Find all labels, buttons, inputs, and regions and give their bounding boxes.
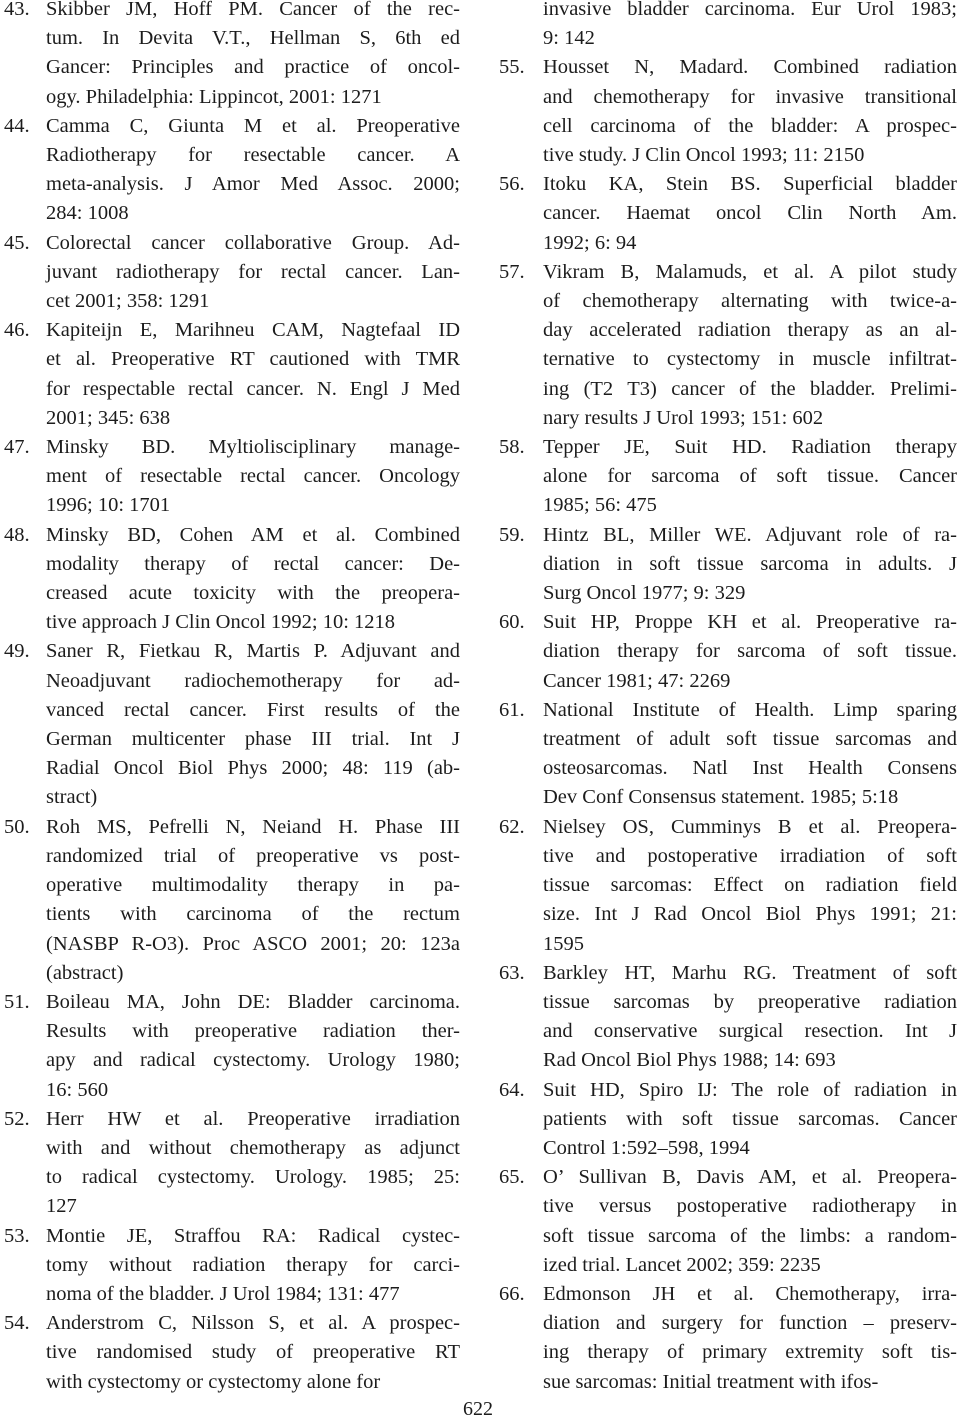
reference-text-line: et al. Preoperative RT cautioned with TMR (46, 348, 460, 371)
reference-text-line: Skibber JM, Hoff PM. Cancer of the rec- (46, 0, 460, 20)
reference-text-line: modality therapy of rectal cancer: De- (46, 552, 460, 575)
reference-text-line: Herr HW et al. Preoperative irradiation (46, 1107, 460, 1130)
reference-text (46, 1222, 460, 1310)
reference-text-line: nary results J Urol 1993; 151: 602 (543, 406, 824, 429)
reference-text-line: Hintz BL, Miller WE. Adjuvant role of ra- (543, 523, 957, 546)
reference-text (543, 170, 957, 258)
reference-text-line: Montie JE, Straffou RA: Radical cystec- (46, 1224, 460, 1247)
right-reference-column (499, 0, 957, 1397)
reference-text-line: juvant radiotherapy for rectal cancer. Lan- (46, 260, 460, 283)
reference-text (46, 229, 460, 317)
reference-text-line: diation and surgery for function – preserv- (543, 1312, 957, 1335)
reference-item (499, 813, 957, 959)
reference-text-line: ment of resectable rectal cancer. Oncology (46, 465, 460, 488)
reference-text-line: ternative to cystectomy in muscle infiltrat- (543, 348, 957, 371)
reference-text-line: Tepper JE, Suit HD. Radiation therapy (543, 436, 957, 459)
reference-item (4, 813, 460, 988)
reference-text-line: stract) (46, 786, 98, 809)
reference-text-line: Radiotherapy for resectable cancer. A (46, 144, 460, 167)
reference-text-line: patients with soft tissue sarcomas. Cancer (543, 1107, 957, 1130)
reference-item (4, 229, 460, 317)
reference-text-line: tive study. J Clin Oncol 1993; 11: 2150 (543, 144, 865, 167)
reference-text-line: 284: 1008 (46, 202, 129, 225)
reference-text-line: Cancer 1981; 47: 2269 (543, 669, 731, 692)
reference-text-line: Neoadjuvant radiochemotherapy for ad- (46, 669, 460, 692)
reference-number: 51. (4, 990, 30, 1013)
reference-text-line: Control 1:592–598, 1994 (543, 1136, 750, 1159)
reference-number: 48. (4, 523, 30, 546)
reference-number: 45. (4, 231, 30, 254)
reference-text-line: vanced rectal cancer. First results of the (46, 698, 460, 721)
reference-number: 64. (499, 1078, 525, 1101)
reference-text-line: Nielsey OS, Cumminys B et al. Preopera- (543, 815, 957, 838)
reference-text-line: (NASBP R-O3). Proc ASCO 2001; 20: 123a (46, 932, 460, 955)
reference-text (46, 112, 460, 229)
reference-item (4, 637, 460, 812)
reference-text (543, 433, 957, 521)
reference-number: 52. (4, 1107, 30, 1130)
reference-text-line: tive approach J Clin Oncol 1992; 10: 1218 (46, 611, 396, 634)
reference-text-line: tum. In Devita V.T., Hellman S, 6th ed (46, 27, 460, 50)
reference-text-line: Suit HD, Spiro IJ: The role of radiation in (543, 1078, 957, 1101)
reference-item (499, 959, 957, 1076)
reference-text-line: Dev Conf Consensus statement. 1985; 5:18 (543, 786, 899, 809)
reference-text-line: Kapiteijn E, Marihneu CAM, Nagtefaal ID (46, 319, 460, 342)
reference-text-line: O’ Sullivan B, Davis AM, et al. Preopera- (543, 1166, 957, 1189)
reference-text-line: 127 (46, 1195, 77, 1218)
reference-number: 44. (4, 114, 30, 137)
reference-text (46, 0, 460, 112)
reference-number: 62. (499, 815, 525, 838)
reference-text-line: 16: 560 (46, 1078, 109, 1101)
reference-item (499, 53, 957, 170)
reference-text-line: Minsky BD. Myltiolisciplinary manage- (46, 436, 460, 459)
reference-number: 50. (4, 815, 30, 838)
reference-item (4, 1222, 460, 1310)
reference-text-line: cancer. Haemat oncol Clin North Am. (543, 202, 957, 225)
reference-text-line: Housset N, Madard. Combined radiation (543, 56, 957, 79)
reference-text-line: and chemotherapy for invasive transitional (543, 85, 957, 108)
reference-text (46, 988, 460, 1105)
reference-text-line: diation therapy for sarcoma of soft tissue. (543, 640, 957, 663)
reference-item (499, 170, 957, 258)
reference-number: 47. (4, 436, 30, 459)
reference-item (499, 1076, 957, 1164)
reference-text (46, 1105, 460, 1222)
reference-text-line: soft tissue sarcoma of the limbs: a random- (543, 1224, 957, 1247)
reference-item (4, 433, 460, 521)
reference-text-line: Gancer: Principles and practice of oncol- (46, 56, 460, 79)
reference-text-line: Surg Oncol 1977; 9: 329 (543, 582, 746, 605)
reference-item (499, 608, 957, 696)
reference-text-line: tissue sarcomas: Effect on radiation field (543, 874, 957, 897)
reference-item (499, 1163, 957, 1280)
reference-text-line: apy and radical cystectomy. Urology 1980; (46, 1049, 460, 1072)
page-number: 622 (463, 1398, 493, 1420)
reference-text-line: ogy. Philadelphia: Lippincot, 2001: 1271 (46, 85, 382, 108)
reference-text (543, 53, 957, 170)
reference-number: 61. (499, 698, 525, 721)
reference-number: 43. (4, 0, 30, 20)
reference-text-line: for respectable rectal cancer. N. Engl J Med (46, 377, 460, 400)
reference-text-line: Results with preoperative radiation ther- (46, 1020, 460, 1043)
reference-text-line: Edmonson JH et al. Chemotherapy, irra- (543, 1282, 957, 1305)
reference-text-line: alone for sarcoma of soft tissue. Cancer (543, 465, 957, 488)
reference-number: 54. (4, 1312, 30, 1335)
reference-text (543, 1163, 957, 1280)
reference-text-line: tive randomised study of preoperative RT (46, 1341, 460, 1364)
reference-text-line: (abstract) (46, 961, 124, 984)
reference-text (46, 521, 460, 638)
reference-text-line: Colorectal cancer collaborative Group. Ad- (46, 231, 460, 254)
reference-text-line: tients with carcinoma of the rectum (46, 903, 460, 926)
reference-number: 56. (499, 173, 525, 196)
reference-text-line: 9: 142 (543, 27, 595, 50)
reference-number: 46. (4, 319, 30, 342)
reference-text-line: Suit HP, Proppe KH et al. Preoperative ra- (543, 611, 957, 634)
reference-text-line: Roh MS, Pefrelli N, Neiand H. Phase III (46, 815, 460, 838)
reference-text-line: tomy without radiation therapy for carci- (46, 1253, 460, 1276)
reference-text (46, 1309, 460, 1397)
reference-number: 55. (499, 56, 525, 79)
reference-item (4, 988, 460, 1105)
reference-text-line: with cystectomy or cystectomy alone for (46, 1370, 381, 1393)
reference-item (4, 521, 460, 638)
reference-text-line: ized trial. Lancet 2002; 359: 2235 (543, 1253, 821, 1276)
reference-text-line: German multicenter phase III trial. Int J (46, 728, 460, 751)
reference-item (499, 1280, 957, 1397)
reference-text (543, 521, 957, 609)
reference-text-line: tive versus postoperative radiotherapy in (543, 1195, 957, 1218)
reference-item (499, 433, 957, 521)
reference-item (499, 521, 957, 609)
reference-text-line: of chemotherapy alternating with twice-a- (543, 290, 957, 313)
reference-number: 58. (499, 436, 525, 459)
reference-item (4, 1309, 460, 1397)
reference-text-line: diation in soft tissue sarcoma in adults. J (543, 552, 957, 575)
reference-item (4, 1105, 460, 1222)
reference-text (543, 258, 957, 433)
reference-text-line: tissue sarcomas by preoperative radiation (543, 990, 957, 1013)
reference-text-line: Rad Oncol Biol Phys 1988; 14: 693 (543, 1049, 836, 1072)
reference-text-line: invasive bladder carcinoma. Eur Urol 1983; (543, 0, 957, 20)
reference-text (543, 608, 957, 696)
reference-text (543, 1280, 957, 1397)
reference-item (4, 112, 460, 229)
reference-number: 57. (499, 260, 525, 283)
reference-text-line: Barkley HT, Marhu RG. Treatment of soft (543, 961, 957, 984)
reference-text-line: 1992; 6: 94 (543, 231, 637, 254)
reference-text-line: 1595 (543, 932, 584, 955)
reference-text-line: with and without chemotherapy as adjunct (46, 1136, 460, 1159)
reference-text-line: creased acute toxicity with the preopera- (46, 582, 460, 605)
reference-continuation (499, 0, 957, 53)
reference-number: 60. (499, 611, 525, 634)
reference-number: 59. (499, 523, 525, 546)
reference-number: 53. (4, 1224, 30, 1247)
reference-item (499, 696, 957, 813)
reference-text-line: Itoku KA, Stein BS. Superficial bladder (543, 173, 957, 196)
reference-text-line: size. Int J Rad Oncol Biol Phys 1991; 21: (543, 903, 957, 926)
reference-text-line: 2001; 345: 638 (46, 406, 171, 429)
reference-text (543, 813, 957, 959)
reference-text (46, 433, 460, 521)
reference-item (4, 0, 460, 112)
reference-item (499, 258, 957, 433)
reference-text-line: Saner R, Fietkau R, Martis P. Adjuvant and (46, 640, 460, 663)
reference-text-line: Vikram B, Malamuds, et al. A pilot study (543, 260, 957, 283)
reference-text-line: National Institute of Health. Limp sparing (543, 698, 957, 721)
reference-text-line: sue sarcomas: Initial treatment with ifos- (543, 1370, 879, 1393)
reference-text-line: osteosarcomas. Natl Inst Health Consens (543, 757, 957, 780)
left-reference-column (4, 0, 460, 1397)
reference-text-line: Camma C, Giunta M et al. Preoperative (46, 114, 460, 137)
reference-text (46, 637, 460, 812)
reference-text-line: noma of the bladder. J Urol 1984; 131: 477 (46, 1282, 400, 1305)
reference-text (543, 959, 957, 1076)
reference-text (543, 696, 957, 813)
reference-item (4, 316, 460, 433)
reference-text-line: ing therapy of primary extremity soft tis- (543, 1341, 957, 1364)
reference-text-line: Boileau MA, John DE: Bladder carcinoma. (46, 990, 460, 1013)
reference-text-line: treatment of adult soft tissue sarcomas and (543, 728, 957, 751)
reference-number: 63. (499, 961, 525, 984)
reference-text-line: tive and postoperative irradiation of soft (543, 844, 957, 867)
reference-text-line: cet 2001; 358: 1291 (46, 290, 210, 313)
reference-text-line: Minsky BD, Cohen AM et al. Combined (46, 523, 460, 546)
reference-number: 49. (4, 640, 30, 663)
reference-text-line: day accelerated radiation therapy as an al- (543, 319, 957, 342)
reference-text-line: 1996; 10: 1701 (46, 494, 171, 517)
reference-text-line: and conservative surgical resection. Int J (543, 1020, 957, 1043)
reference-text-line: randomized trial of preoperative vs post- (46, 844, 460, 867)
reference-text-line: cell carcinoma of the bladder: A prospec- (543, 114, 957, 137)
reference-text-line: operative multimodality therapy in pa- (46, 874, 460, 897)
reference-number: 65. (499, 1166, 525, 1189)
reference-text-line: Radial Oncol Biol Phys 2000; 48: 119 (ab- (46, 757, 460, 780)
reference-text-line: ing (T2 T3) cancer of the bladder. Prelimi- (543, 377, 957, 400)
reference-text-line: Anderstrom C, Nilsson S, et al. A prospec- (46, 1312, 460, 1335)
reference-text-line: 1985; 56: 475 (543, 494, 657, 517)
reference-text (46, 813, 460, 988)
reference-number: 66. (499, 1282, 525, 1305)
reference-text-line: meta-analysis. J Amor Med Assoc. 2000; (46, 173, 460, 196)
reference-text (46, 316, 460, 433)
reference-text-line: to radical cystectomy. Urology. 1985; 25: (46, 1166, 460, 1189)
reference-text (543, 1076, 957, 1164)
